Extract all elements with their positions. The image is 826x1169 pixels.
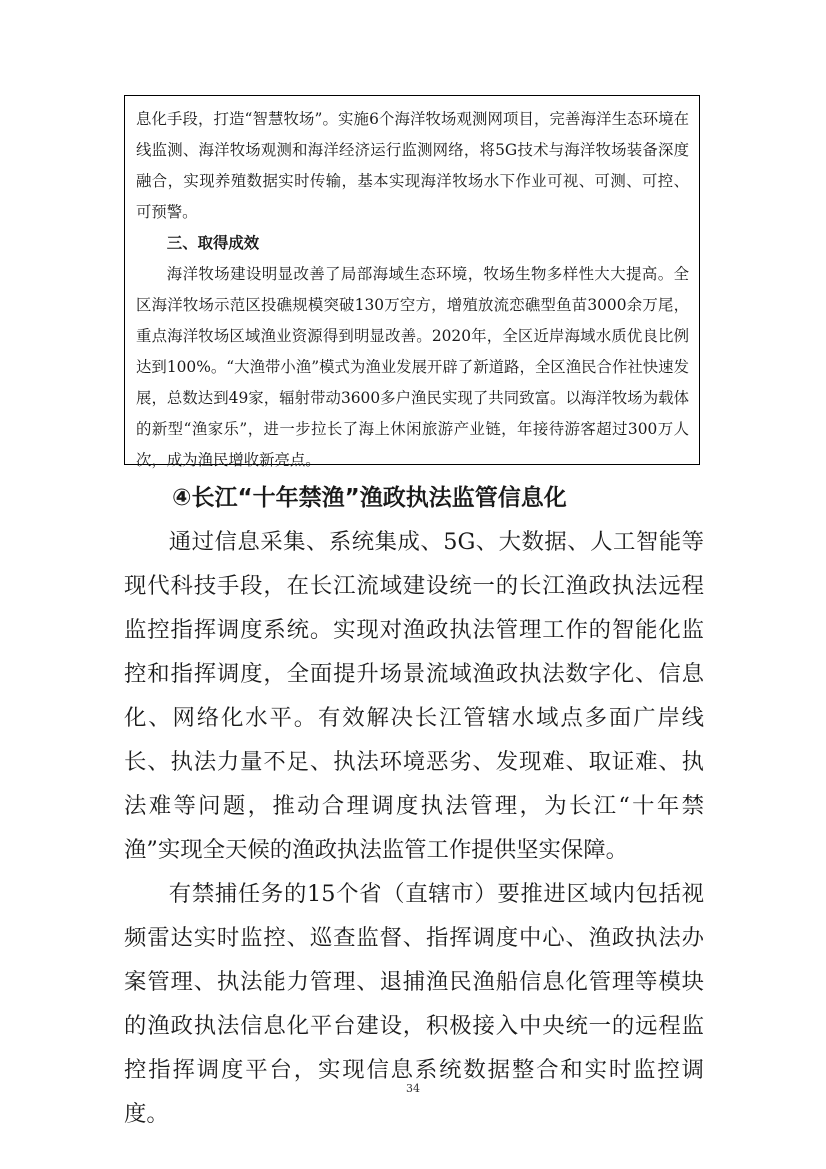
case-results-paragraph: 海洋牧场建设明显改善了局部海域生态环境，牧场生物多样性大大提高。全区海洋牧场示范区投礁规模突破130万空方，增殖放流恋礁型鱼苗3000余万尾，重点海洋牧场区域渔业资源得到明显改善。2020年，全区近岸海域水质优良比例达到100%。“大渔带小渔”模式为渔业发展开辟了新道路，全区渔民合作社快速发展，总数达到49家，辐射带动3600多户渔民实现了共同致富。以海洋牧场为载体的新型“渔家乐”，进一步拉长了海上休闲旅游产业链，年接待游客超过300万人次，成为渔民增收新亮点。 <box>136 265 689 469</box>
section-body <box>124 520 704 1136</box>
body-paragraph-2: 有禁捕任务的15个省（直辖市）要推进区域内包括视频雷达实时监控、巡查监督、指挥调度中心、渔政执法办案管理、执法能力管理、退捕渔民渔船信息化管理等模块的渔政执法信息化平台建设，积极接入中央统一的远程监控指挥调度平台，实现信息系统数据整合和实时监控调度。 <box>124 881 704 1127</box>
section-heading: ④长江“十年禁渔”渔政执法监管信息化 <box>172 485 567 511</box>
body-paragraph-1: 通过信息采集、系统集成、5G、大数据、人工智能等现代科技手段，在长江流域建设统一的长江渔政执法远程监控指挥调度系统。实现对渔政执法管理工作的智能化监控和指挥调度，全面提升场景流域渔政执法数字化、信息化、网络化水平。有效解决长江管辖水域点多面广岸线长、执法力量不足、执法环境恶劣、发现难、取证难、执法难等问题，推动合理调度执法管理，为长江“十年禁渔”实现全天候的渔政执法监管工作提供坚实保障。 <box>124 529 704 863</box>
case-study-box <box>124 95 700 469</box>
case-paragraph-continuation: 息化手段，打造“智慧牧场”。实施6个海洋牧场观测网项目，完善海洋生态环境在线监测、海洋牧场观测和海洋经济运行监测网络，将5G技术与海洋牧场装备深度融合，实现养殖数据实时传输，基本实现海洋牧场水下作业可视、可测、可控、可预警。 <box>136 110 689 221</box>
case-subheading-results: 三、取得成效 <box>166 234 260 252</box>
page-number: 34 <box>406 1082 420 1095</box>
